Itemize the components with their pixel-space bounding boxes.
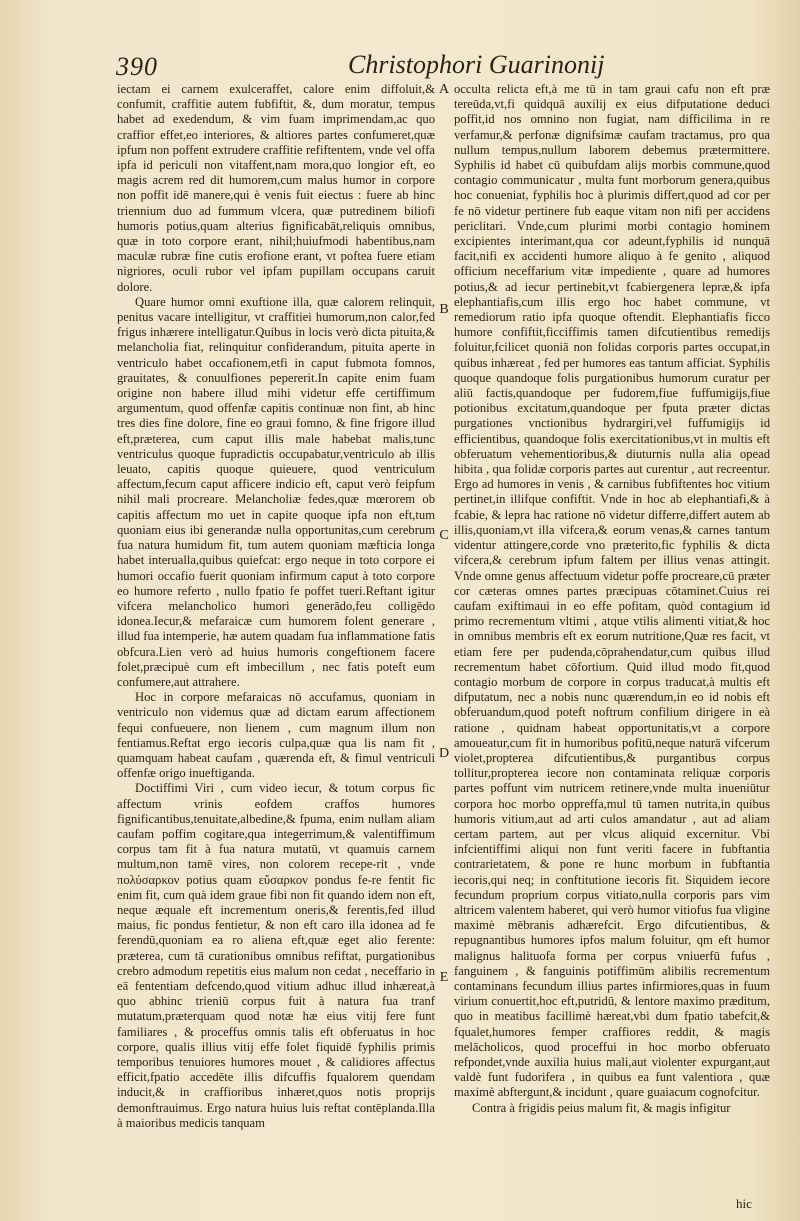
page-number: 390 [116,52,158,81]
left-column [117,82,435,1131]
catchword: hic [736,1196,752,1211]
margin-marker-e: E [439,970,449,985]
margin-marker-a: A [438,82,450,97]
paragraph: Contra à frigidis peius malum fit, & magis infigitur [472,1100,731,1115]
paragraph: Doctiffimi Viri , cum video iecur, & totum corpus fic affectum vrinis eofdem craffos humores fignificantibus,tenuitate,albedine,& fpuma, enim nullam aliam caufam poffim cogitare,qua integerrimum,& valentiffimum corpus tam fit à fua natura mutatū, vt quamuis carnem multum,non tamē vires, non colorem recepe-rit , vnde πολύσαρκον potius quam εὔσαρκον pondus fe-re fentit fic enim fit, cum quà idem graue fibi non fit quando idem non eft, neque æquale eft incrementum oneris,& ferentis,fed illud maius, fic pondus fentietur, & non eft caro illa idonea ad fe ferendū,quoniam ea ro aliena eft,quæ eget alio ferente: præterea, cum tā curationibus omnibus refiftat, purgationibus crebro admodum repetitis eius malum non cedat , neceffario in eā fententiam defcendo,quod vitium adhuc illud inhæreat,à quo abhinc trieniū corpus fuit à natura fua tranf mutatum,præterquam quod notæ hæ eius vitij fere funt familiares , & proceffus omnis talis eft obferuatus in hoc corpore, qualis illius vitij effe folet fiquidē fyphilis primis temporibus tenuiores humores mouet , & calidiores affectus efficit,fpatio accedēte illis difcuffis fqualorem quendam inducit,& in craffioribus inhæret,quos notis proprijs demonftrauimus. Ergo natura huius luis reftat contēplanda.Illa à maioribus medicis tanquam [117,781,435,1130]
paragraph: iectam ei carnem exulceraffet, calore enim diffoluit,& confumit, craffitie autem fubfiftit, &, dum moratur, tempus habet ad exedendum, & vim fuam imprimendam,ac quo craffior effet,eo interiores, & altiores partes confumeret,quæ ipfum non poffent extrudere craffitie refiftentem, vnde vel offa ipfa id periculi non vitaffent,nam mora,quo longior eft, eo magis acrem red dit humorem,cum malus humor in corpore non poffit idē manere,qui è venis fuit eiectus : fuere ab hinc triennium duo ad fummum vlcera, quæ putredinem biliofi humoris potius,quam alterius fignificabāt,reliquis omnibus, quæ in toto corpore erant, nihil;huiufmodi habentibus,nam maculæ rubræ fine cutis erofione erant, vt poftea fuere etiam nigriores, oculi rubor vel ipfam pupillam occupans caruit dolore. [117,82,435,294]
margin-marker-c: C [439,528,449,543]
running-title: Christophori Guarinonij [348,50,605,79]
paragraph: occulta relicta eft,à me tū in tam graui cafu non eft præ tereūda,vt,fi quidquā auxilij ex eius difputatione deduci poffit,id nos omnino non fugiat, nam difficilima in re verfamur,& perfonæ dignifsimæ caufam tractamus, pro qua nullum tempus,nullum laborem debemus prætermittere. Syphilis id habet cū quibufdam alijs morbis commune,quod contagio communicatur , multa funt morborum genera,quibus hoc conueniat, fyphilis hoc à plurimis differt,quod ad cor per fe nō videtur pertinere fub eaque vitam non nifi per accidens periclitari. Vnde,cum plurimi morbi contagio hominem excipientes interimant,qua cor adeunt,fyphilis id nunquā facit,nifi ex accidenti humore aliquo à fe genito , aliquod officium neceffarium vitæ impediente , quare ad humores potius,& ad iecur pertinebit,vt fcabiergenera lepræ,& ipfa elephantiafis,cum illis ergo hoc habet commune, vt remediorum ratio ipfa quoque oftendit. Elephantiafis ficco humore confiftit,ficciffimis tamen difcutientibus remedijs foluitur,fcilicet quoniā non folidas corporis partes occupat,in quibus inhæreat , fed per humores eas tantum afficiat. Syphilis quoque quandoque folis purgationibus humorum curatur per aliū factis,quandoque per fudorem,fiue fuffumigijs,fiue potionibus excitatum,quandoque per fputa præter dictas purgationes vnctionibus hydrargiri,vel fuffumigijs id efficientibus, quandoque folis exercitationibus,vt in multis eft obferuatum vehementioribus,& diuturnis nulla alia opead hibita , qua folidæ corporis partes aut curentur , aut recreentur. Ergo ad humores in venis , & carnibus fubfiftentes hoc vitium pertinet,in illifque confiftit. Vnde in hoc ab elephantiafi,& à fcabie, & lepra hac ratione nō videtur differre,differt autem ab illis,quoniam,vt illa vifcera,& eorum venas,& carnes tantum videntur attingere,corde vno præterito,fic fyphilis & dicta vifcera,& cerebrum ipfum faltem per illius venas attingit. Vnde omne genus affectuum videtur poffe procreare,cū præter cor cæteras omnes partes præcipuas cōtaminet.Cuius rei caufam exiftimaui in eo effe pofitam, quòd contagium id primo recrementum vltimi , atque vtilis alimenti vitiat,& hoc in omnibus membris eft ex eorum nutritione,Quæ res facit, vt etiam fere per pudenda,cōprahendatur,cum quibus illud recrementum habet cōfortium. Quid illud modo fit,quod contagio morbum de corpore in corpus traducat,à multis eft difputatum, nec a nobis nunc quærendum,in eo id nobis eft obferuandum,quod poteft noftrum confilium dirigere in eà ratione , quidnam habeat opportunitatis,vt a corpore amoueatur,cum fit in humoribus pofitū,neque naturā vifcerum violet,propterea difcutientibus,& purgantibus corpus tollitur,propterea iecore non contaminata reliquæ corporis partes poffunt vim nutricem retinere,vnde multa inueniūtur corpora hoc morbo oppreffa,mul tū tamen nutrita,in quibus humoris vitium,aut ad arti culos amandatur , aut ad aliam certam partem, aut per vlcus aliquid excernitur. Vbi infcientiffimi aliqui non funt veriti facere in fubftantia contrarietatem, & pone re hunc morbum in fubftantia iecoris,qui neq; in conftitutione iecoris fit. Siquidem iecore fecundum proprium corpus vitiato,nulla corporis pars vim altricem valentem haberet, qui verò humor vitiofus fua vligine maximè mēbranis adhærefcit. Ergo difcutientibus, & repugnantibus humores ipfos malum foluitur, qm eft humor malignus halituofa forma per corpus vniuerfū fufus , fanguinem , & fanguinis potiffimūm alibilis recrementum contaminans fecundum illius partes infirmiores,quas in fuum virium conuertit,hoc eft,putridū, & lentore maximo præditum, quo in meatibus facillimè hæreat,vbi dum fpatio tabefcit,& fqualet,humores femper craffiores reddit, & magis melācholicos, quod proceffui in hoc morbo obferuato refpondet,vnde auxilia huius mali,aut violenter expurgant,aut valdè funt fudorifera , in quibus ea funt valentiora , quæ maximè abftergunt,& incidunt , quare guaiacum cognofcitur. [454,82,770,1100]
margin-marker-d: D [438,746,450,761]
paragraph: Quare humor omni exuftione illa, quæ calorem relinquit, penitus vacare intelligitur, vt craffitiei humorum,non calor,fed frigus inhærere intelligatur.Quibus in locis verò dicta pituita,& melancholia fiat, relinquitur confiderandum, pituita aperte in ventriculo habet occafionem,etfi in caput fubmota fomnos, grauitates, & conuulfiones pepererit.In capite enim fuam origine non habere illud mihi videtur effe certiffimum argumentum, quod offenfæ capitis continuæ non fint, ab hinc tres dies fine dolore, fine eo graui fomno, & fine frigore illud eft,præterea, cum caput illis male habebat malis,tunc ventriculus quoque fupradictis occupabatur,ventriculo ab illis leuato, capitis quoque quieuere, quod ventriculum affectum,fecum caput afficere indicio eft, caput verò feipfum nihil mali procreare. Melancholiæ fedes,quæ mœrorem ob capitis affectum mo uet in capite quoque ipfa non eft,tum quoniam eius ibi generandæ nulla opportunitas,cum cerebrum fua natura humidum fit, tum autem quoniam mæfticia longa habet interualla,quibus quiefcat: ergo neque in toto corpore ei humori occafio fuerit quoniam infirmum caput à toto corpore eo humore referto , nullo fpatio fe poffet tueri.Reftant igitur vifcera melancholico humori generādo,feu colligēdo idonea.Iecur,& mefaraicæ cum humorem folent generare , illud fua intemperie, hæ autem quadam fua inflammatione fatis obfcura.Lien verò ad huius humoris congeftionem facere folet,præcipuè cum eft imbecillum , nec fatis poteft eum confumere,aut attrahere. [117,294,435,689]
paragraph: Hoc in corpore mefaraicas nō accufamus, quoniam in ventriculo non videmus quæ ad dictam earum affectionem fequi confueuere, non lienem , cum magnum illum non fentiamus.Reftat ergo iecoris culpa,quæ qua lis nam fit , quamquam habeat caufam , quærenda eft, & fimul ventriculi offenfæ origo inueftiganda. [117,690,435,781]
margin-marker-b: B [439,302,449,317]
right-column [454,82,770,1116]
